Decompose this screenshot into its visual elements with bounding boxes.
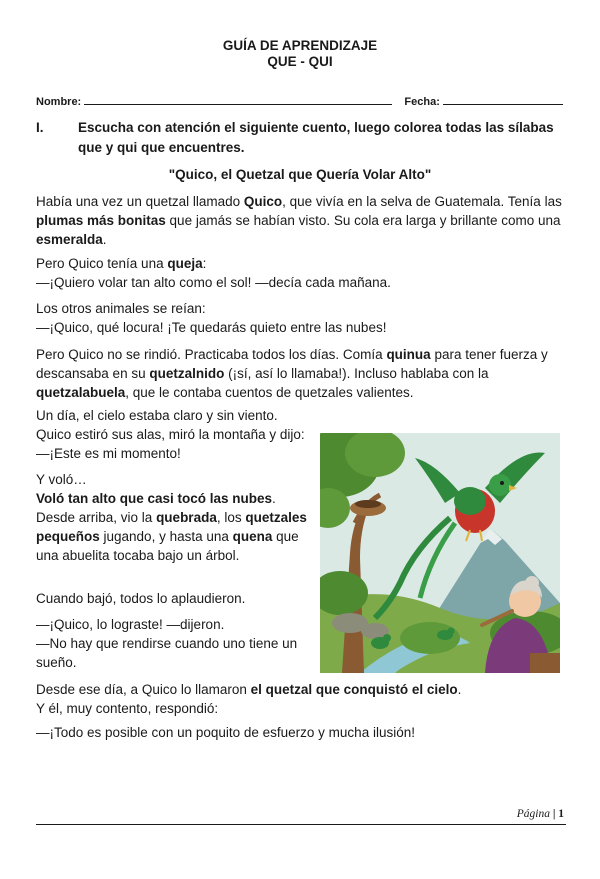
story-paragraph-6: [36, 470, 311, 565]
page-separator: |: [552, 808, 556, 820]
story-paragraph-10: —¡Todo es posible con un poquito de esfuerzo y mucha ilusión!: [36, 725, 415, 740]
instruction-text: Escucha con atención el siguiente cuento, luego colorea todas las sílabas que y qui que encuentres.: [78, 120, 554, 155]
story-paragraph-1: [36, 192, 566, 249]
text-run: para tener fuerza y descansaba en su: [36, 347, 548, 381]
dialogue-line: —¡Quico, qué locura! ¡Te quedarás quieto entre las nubes!: [36, 320, 387, 335]
dialogue-line: —¡Quiero volar tan alto como el sol! —decía cada mañana.: [36, 275, 391, 290]
text-run: :: [202, 256, 207, 271]
instruction: [36, 118, 564, 158]
story-paragraph-8: [36, 615, 311, 672]
dialogue-line: —¡Quico, lo lograste! —dijeron.: [36, 617, 225, 632]
student-info-line: [36, 94, 576, 108]
bold-word: quinua: [386, 347, 431, 362]
footer-rule: [36, 824, 566, 825]
text-run: jugando, y hasta una: [99, 529, 233, 544]
text-run: que jamás se habían visto. Su cola era larga y brillante como una: [165, 213, 561, 228]
text-run: Pero Quico tenía una: [36, 256, 168, 271]
dialogue-line: —No hay que rendirse cuando uno tiene un sueño.: [36, 636, 298, 670]
text-run: Y voló…: [36, 472, 87, 487]
date-blank[interactable]: [443, 94, 563, 105]
text-run: Había una vez un quetzal llamado: [36, 194, 244, 209]
story-paragraph-4: [36, 345, 566, 402]
story-paragraph-7: Cuando bajó, todos lo aplaudieron.: [36, 591, 246, 606]
text-run: Quico estiró sus alas, miró la montaña y dijo:: [36, 427, 305, 442]
bold-word: queja: [167, 256, 203, 271]
bold-word: esmeralda: [36, 232, 103, 247]
story-paragraph-5: [36, 406, 326, 463]
bold-word: quetzalnido: [149, 366, 225, 381]
text-run: Los otros animales se reían:: [36, 301, 206, 316]
dialogue-line: —¡Este es mi momento!: [36, 446, 181, 461]
instruction-number: I.: [36, 120, 44, 135]
text-run: Desde ese día, a Quico lo llamaron: [36, 682, 251, 697]
text-run: que una abuelita tocaba bajo un árbol.: [36, 529, 299, 563]
text-run: Un día, el cielo estaba claro y sin viento.: [36, 408, 278, 423]
text-run: Desde arriba, vio la: [36, 510, 157, 525]
bold-word: quebrada: [156, 510, 217, 525]
page-number: 1: [558, 808, 564, 820]
bold-word: quetzales pequeños: [36, 510, 307, 544]
text-run: .: [457, 682, 462, 697]
name-label: Nombre:: [36, 96, 82, 108]
story-paragraph-2: [36, 254, 566, 292]
bold-word: quetzalabuela: [36, 385, 126, 400]
text-run: .: [272, 491, 276, 506]
text-run: (¡sí, así lo llamaba!). Incluso hablaba con la: [224, 366, 489, 381]
text-run: Pero Quico no se rindió. Practicaba todos los días. Comía: [36, 347, 387, 362]
bold-phrase: Voló tan alto que casi tocó las nubes: [36, 491, 273, 506]
story-title: "Quico, el Quetzal que Quería Volar Alto": [168, 167, 432, 182]
page-subtitle: QUE - QUI: [267, 54, 333, 69]
page-footer: [517, 808, 564, 820]
bold-word: plumas más bonitas: [36, 213, 166, 228]
story-paragraph-9: [36, 680, 566, 718]
bold-phrase: el quetzal que conquistó el cielo: [250, 682, 458, 697]
text-run: Y él, muy contento, respondió:: [36, 701, 219, 716]
page-title: GUÍA DE APRENDIZAJE: [222, 38, 378, 53]
text-run: , que le contaba cuentos de quetzales valientes.: [125, 385, 414, 400]
name-blank[interactable]: [84, 94, 392, 105]
text-run: , los: [216, 510, 246, 525]
date-label: Fecha:: [404, 96, 440, 108]
text-run: , que vivía en la selva de Guatemala. Tenía las: [282, 194, 562, 209]
bold-word: quena: [232, 529, 273, 544]
page-label: Página: [516, 808, 550, 820]
bold-word: Quico: [243, 194, 283, 209]
story-paragraph-3: [36, 299, 566, 337]
story-illustration: [320, 433, 560, 673]
text-run: .: [102, 232, 107, 247]
nest-icon: [350, 500, 386, 516]
